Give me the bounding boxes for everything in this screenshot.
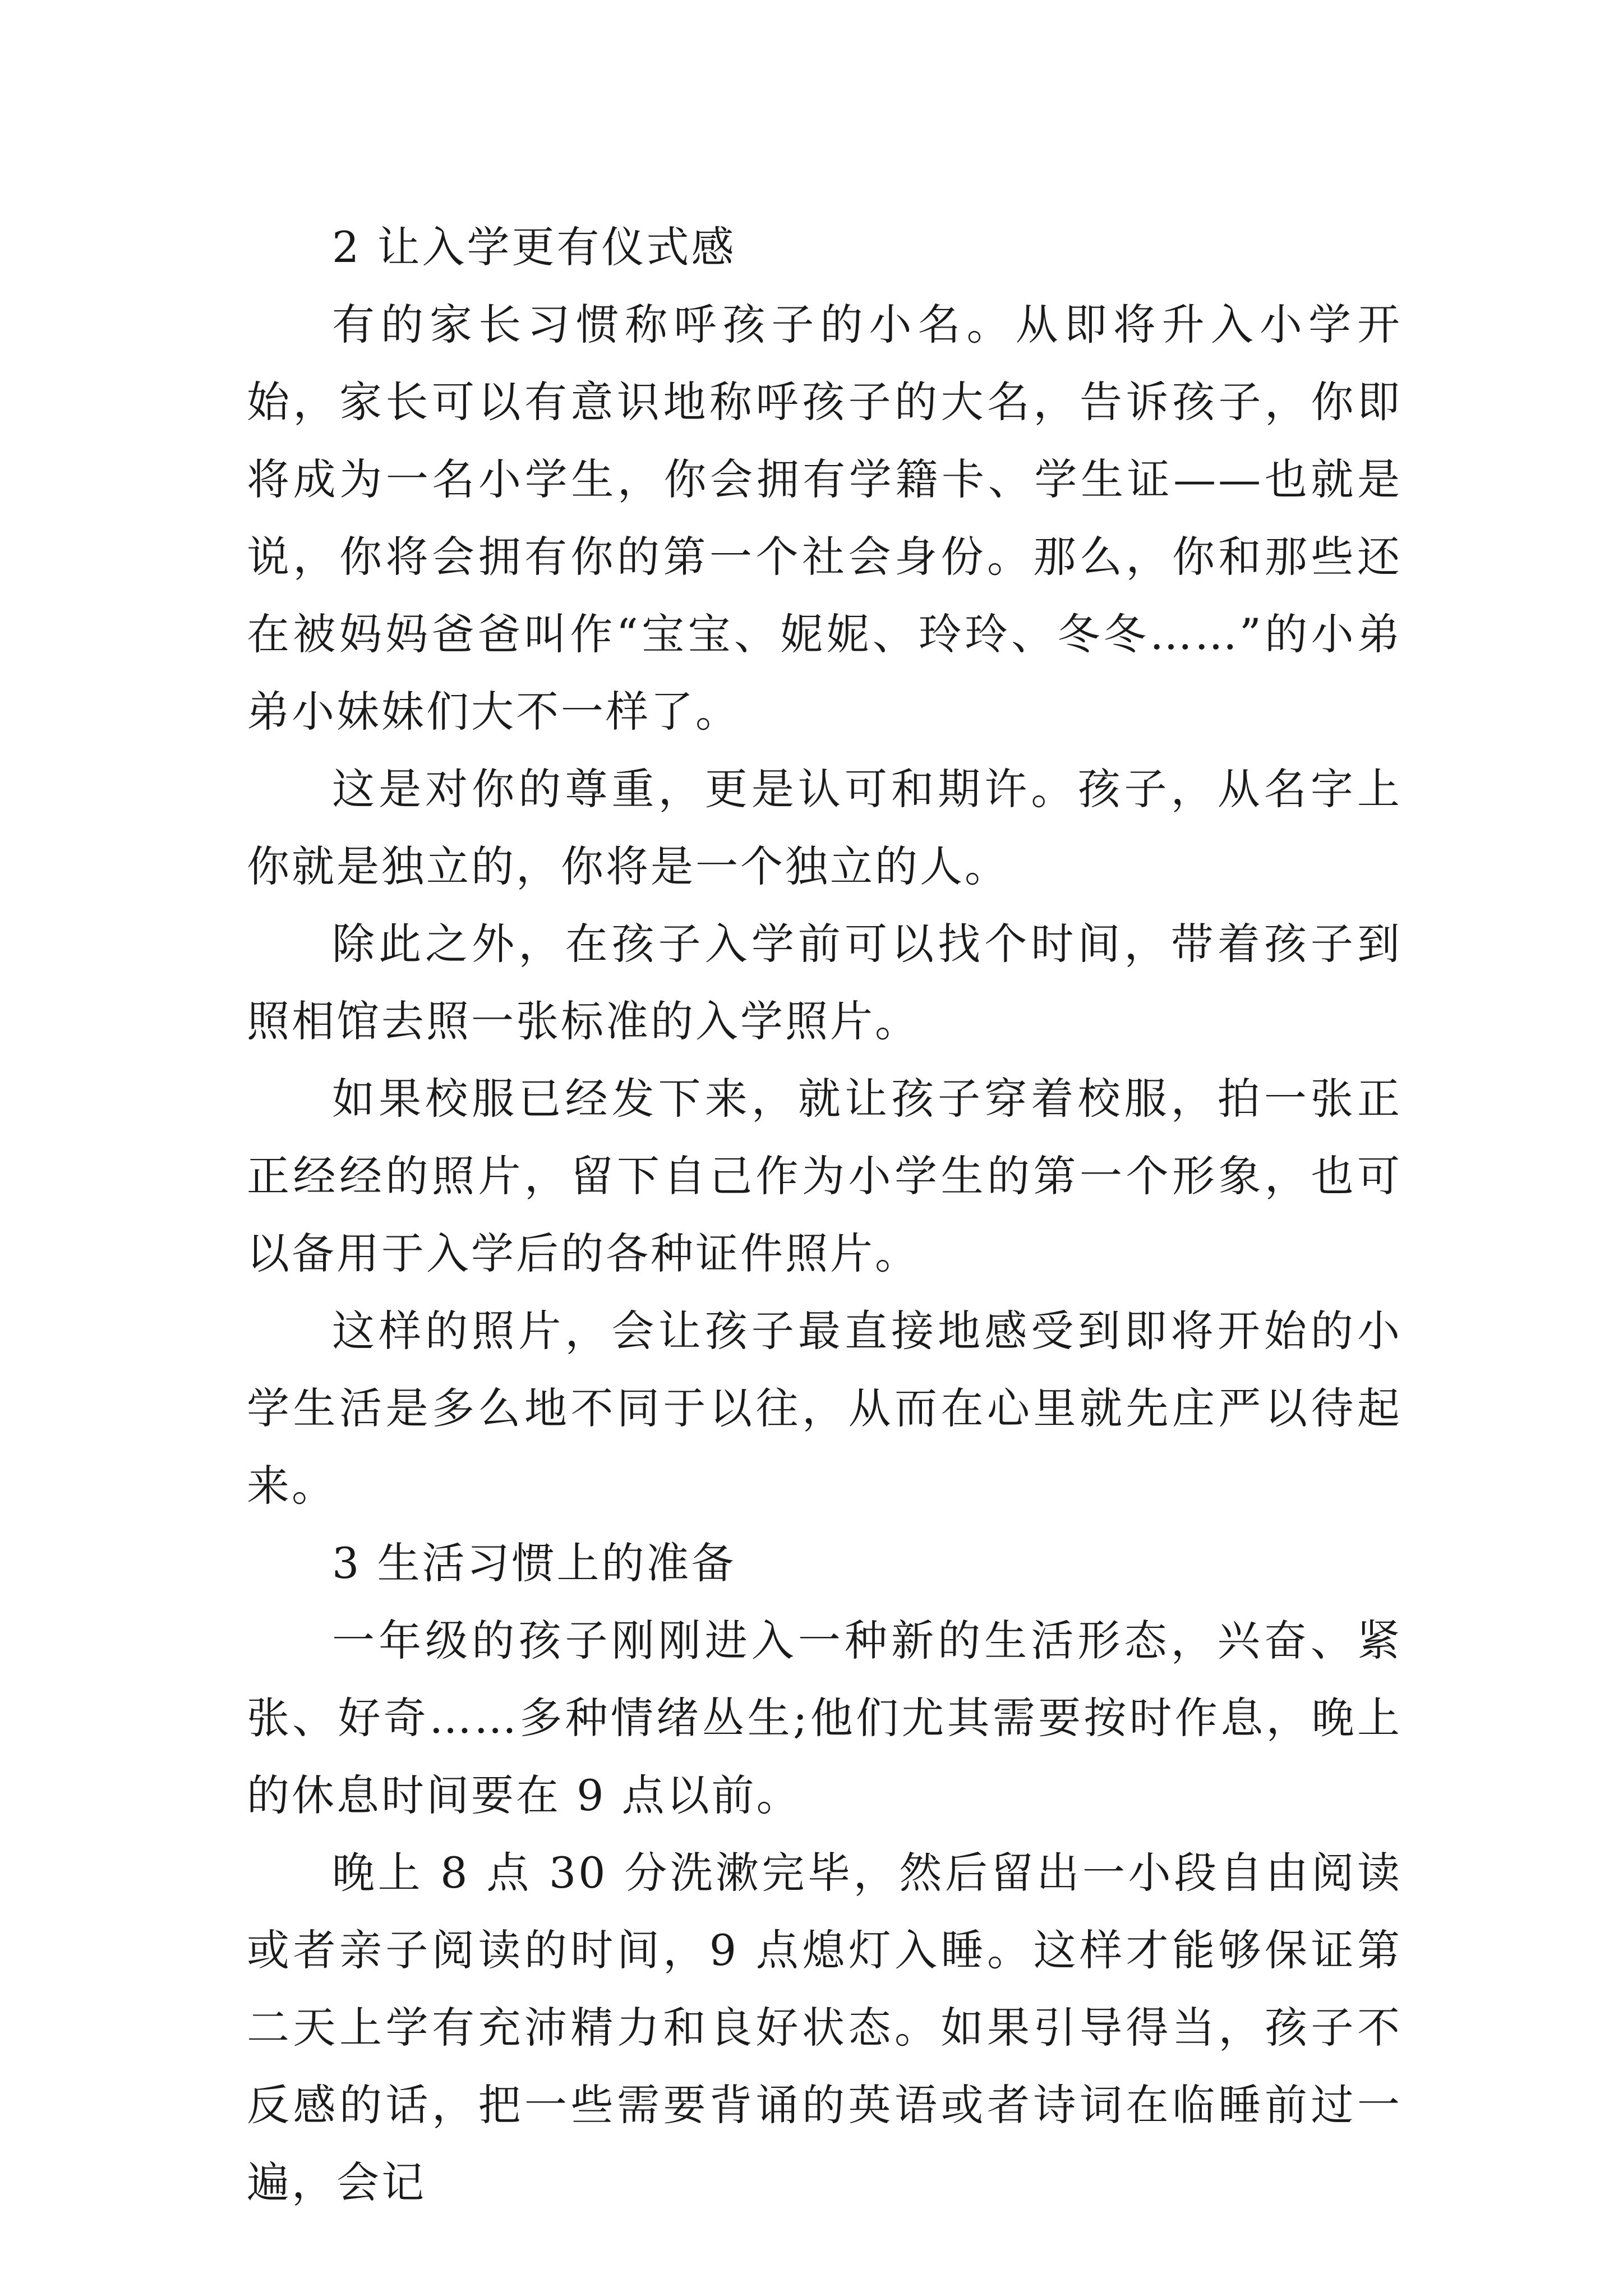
paragraph-first-grade: 一年级的孩子刚刚进入一种新的生活形态，兴奋、紧张、好奇……多种情绪丛生;他们尤其需要按时作息，晚上的休息时间要在 9 点以前。 xyxy=(247,1616,1402,1820)
paragraph-nickname: 有的家长习惯称呼孩子的小名。从即将升入小学开始，家长可以有意识地称呼孩子的大名，告诉孩子，你即将成为一名小学生，你会拥有学籍卡、学生证——也就是说，你将会拥有你的第一个社会身份。那么，你和那些还在被妈妈爸爸叫作“宝宝、妮妮、玲玲、冬冬……”的小弟弟小妹妹们大不一样了。 xyxy=(247,300,1402,737)
paragraph-uniform: 如果校服已经发下来，就让孩子穿着校服，拍一张正正经经的照片，留下自己作为小学生的第一个形象，也可以备用于入学后的各种证件照片。 xyxy=(247,1074,1402,1278)
paragraph-schedule: 晚上 8 点 30 分洗漱完毕，然后留出一小段自由阅读或者亲子阅读的时间，9 点熄灯入睡。这样才能够保证第二天上学有充沛精力和良好状态。如果引导得当，孩子不反感的话，把一些需要背诵的英语或者诗词在临睡前过一遍，会记 xyxy=(247,1848,1402,2207)
section-heading-habits: 3 生活习惯上的准备 xyxy=(332,1538,736,1588)
section-heading-ceremony: 2 让入学更有仪式感 xyxy=(332,222,736,272)
paragraph-respect: 这是对你的尊重，更是认可和期许。孩子，从名字上你就是独立的，你将是一个独立的人。 xyxy=(247,764,1402,891)
document-body xyxy=(247,209,1402,2221)
paragraph-photo: 除此之外，在孩子入学前可以找个时间，带着孩子到照相馆去照一张标准的入学照片。 xyxy=(247,919,1402,1046)
paragraph-feeling: 这样的照片，会让孩子最直接地感受到即将开始的小学生活是多么地不同于以往，从而在心里就先庄严以待起来。 xyxy=(247,1306,1402,1511)
